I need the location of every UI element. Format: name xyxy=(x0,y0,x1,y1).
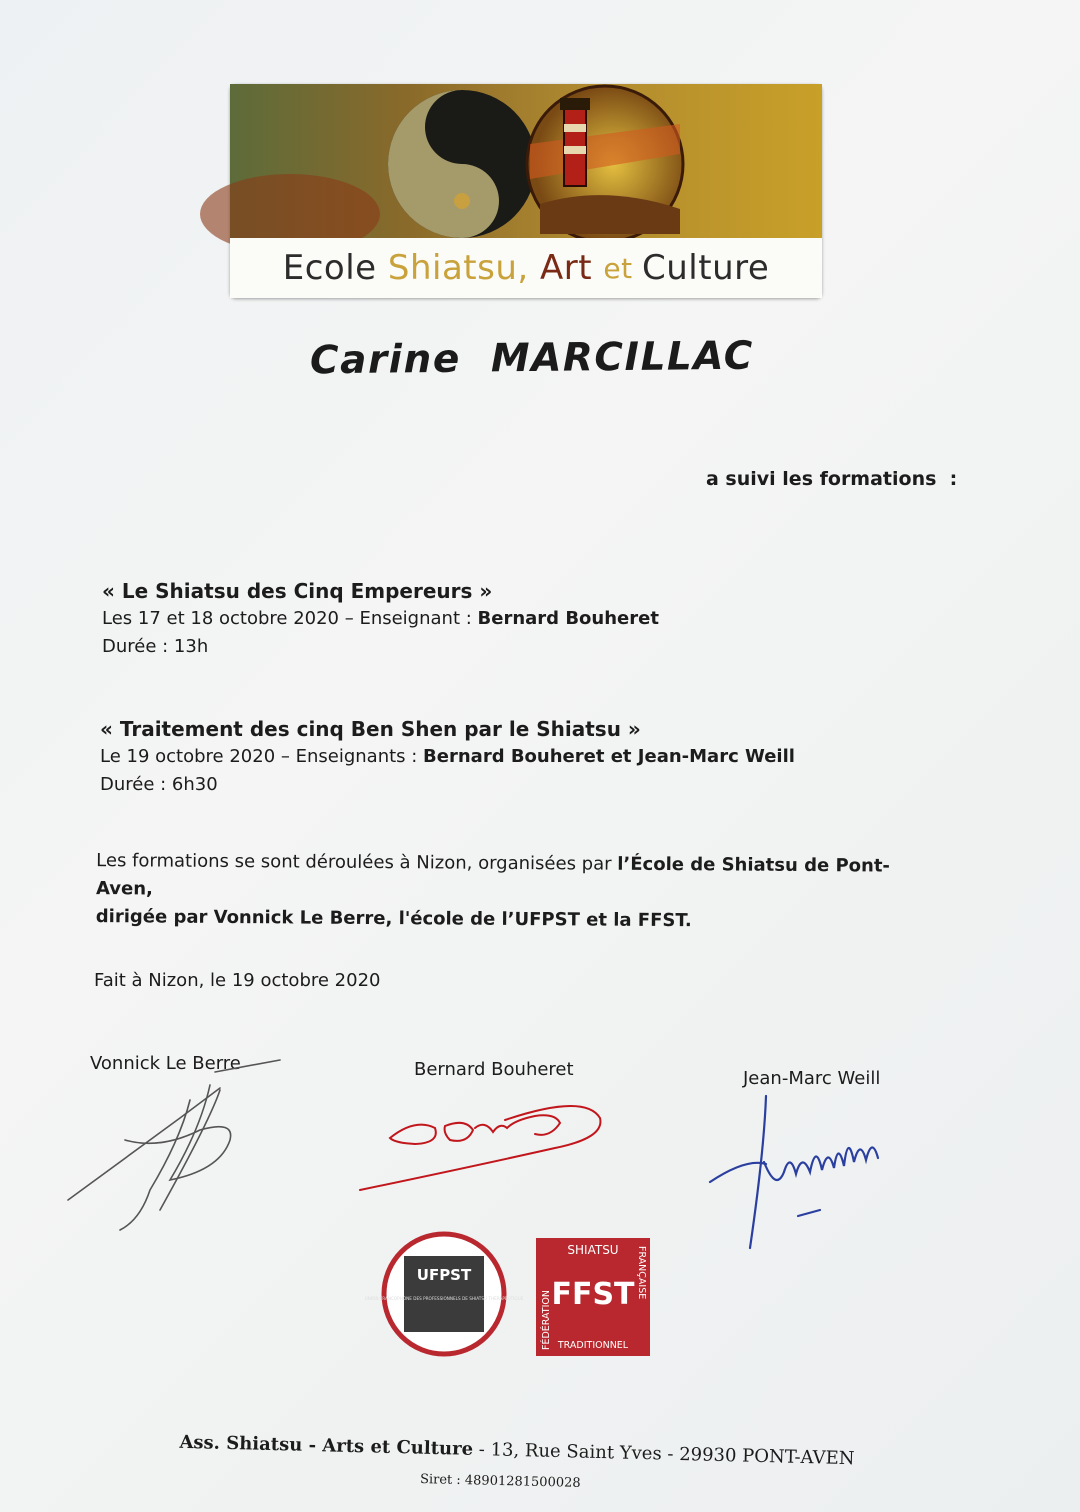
ffst-left-text: FÉDÉRATION xyxy=(541,1290,552,1350)
banner-artwork xyxy=(230,84,822,238)
school-banner xyxy=(230,84,822,298)
course-block xyxy=(100,716,795,800)
banner-word-art: Art xyxy=(540,248,604,288)
ffst-right-text: FRANÇAISE xyxy=(636,1246,647,1300)
footer-address-text: - 13, Rue Saint Yves - 29930 PONT-AVEN xyxy=(472,1438,855,1470)
intro-text: a suivi les formations : xyxy=(706,468,958,490)
signer-name: Vonnick Le Berre xyxy=(90,1053,241,1074)
course-dates-text: Les 17 et 18 octobre 2020 – Enseignant : xyxy=(102,608,478,629)
course-dates xyxy=(102,606,659,632)
ufpst-subtitle-text: UNION FRANCOPHONE DES PROFESSIONNELS DE SHIATSU THÉRAPEUTIQUE xyxy=(364,1296,524,1301)
course-teacher: Bernard Bouheret xyxy=(477,608,659,629)
course-teacher: Bernard Bouheret et Jean-Marc Weill xyxy=(423,746,795,767)
course-title: « Traitement des cinq Ben Shen par le Shiatsu » xyxy=(100,717,641,741)
signature-jean-marc xyxy=(706,1092,906,1252)
course-duration: Durée : 6h30 xyxy=(100,774,218,795)
course-duration: Durée : 13h xyxy=(102,636,209,657)
footer-siret: Siret : 48901281500028 xyxy=(419,1472,581,1491)
ffst-bottom-text: TRADITIONNEL xyxy=(557,1340,629,1351)
course-dates xyxy=(100,744,795,770)
ufpst-title: UFPST xyxy=(416,1266,472,1284)
organisation-direction: dirigée par Vonnick Le Berre, l'école de l’UFPST et la FFST. xyxy=(95,906,692,932)
ffst-center-text: FFST xyxy=(551,1277,635,1312)
banner-word-shiatsu: Shiatsu, xyxy=(387,248,540,288)
organisation-paragraph xyxy=(96,847,937,937)
signer-name: Jean-Marc Weill xyxy=(743,1068,881,1089)
signer-name: Bernard Bouheret xyxy=(414,1059,574,1080)
recipient-name: Carine MARCILLAC xyxy=(309,333,755,384)
footer-address xyxy=(172,1432,862,1470)
banner-word-et: et xyxy=(603,251,642,285)
lighthouse-icon xyxy=(527,86,683,242)
footer-org: Ass. Shiatsu - Arts et Culture xyxy=(179,1431,474,1460)
course-block xyxy=(102,578,659,662)
signature-bernard xyxy=(355,1098,615,1198)
course-dates-text: Le 19 octobre 2020 – Enseignants : xyxy=(100,746,424,767)
ffst-top-text: SHIATSU xyxy=(567,1243,619,1257)
yin-yang-icon xyxy=(388,90,536,238)
ufpst-logo xyxy=(364,1228,524,1360)
course-title: « Le Shiatsu des Cinq Empereurs » xyxy=(102,579,493,603)
ufpst-subtitle xyxy=(365,1296,524,1301)
banner-word-ecole: Ecole xyxy=(282,248,388,288)
organisation-school: l’École de Shiatsu de Pont-Aven, xyxy=(95,853,891,900)
place-date: Fait à Nizon, le 19 octobre 2020 xyxy=(94,970,381,991)
signature-vonnick xyxy=(60,1060,290,1240)
banner-title xyxy=(230,238,822,298)
organisation-text: Les formations se sont déroulées à Nizon, organisées par xyxy=(96,850,618,875)
ffst-logo xyxy=(536,1238,650,1356)
banner-word-culture: Culture xyxy=(642,248,770,288)
